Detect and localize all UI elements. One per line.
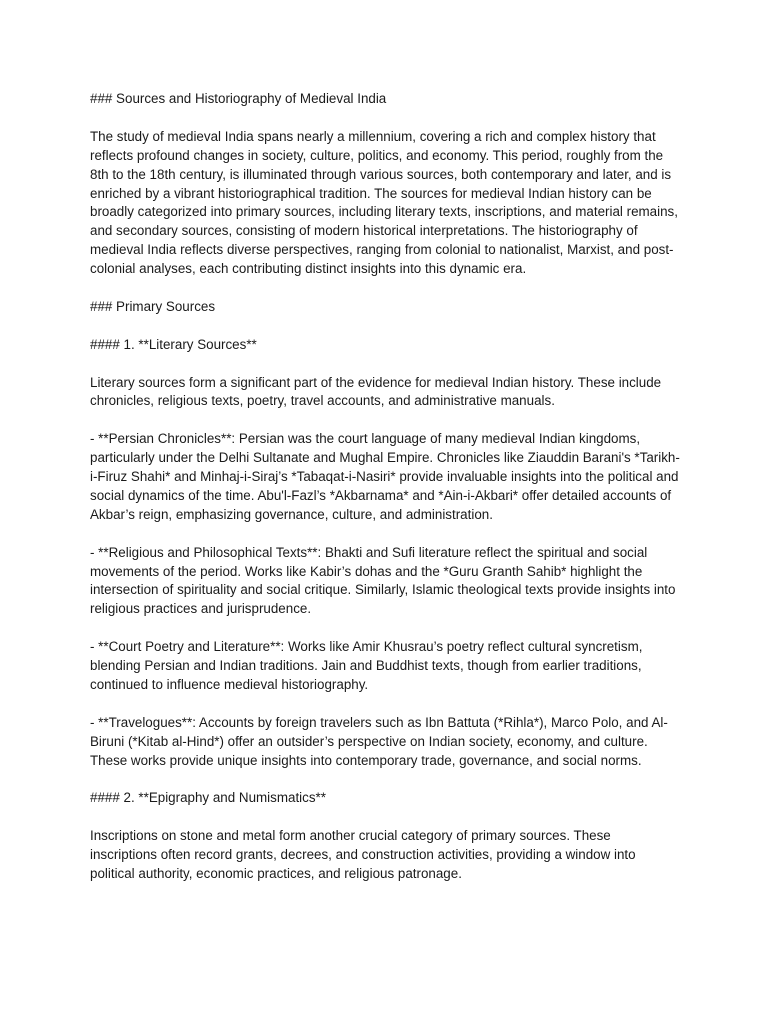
religious-texts-item: - **Religious and Philosophical Texts**: Bhakti and Sufi literature reflect the spiritual and social movements of the period. Works like Kabir’s dohas and the *Guru Granth Sahib* highlight the intersection of spirituality and social critique. Similarly, Islamic theological texts provide insights into religious practices and jurisprudence. <box>90 544 676 617</box>
persian-chronicles-item: - **Persian Chronicles**: Persian was the court language of many medieval Indian kingdoms, particularly under the Delhi Sultanate and Mughal Empire. Chronicles like Ziauddin Barani's *Tarikh-i-Firuz Shahi* and Minhaj-i-Siraj’s *Tabaqat-i-Nasiri* provide invaluable insights into the political and social dynamics of the time. Abu'l-Fazl’s *Akbarnama* and *Ain-i-Akbari* offer detailed accounts of Akbar’s reign, emphasizing governance, culture, and administration. <box>90 431 680 522</box>
court-poetry-item: - **Court Poetry and Literature**: Works like Amir Khusrau’s poetry reflect cultural syncretism, blending Persian and Indian traditions. Jain and Buddhist texts, though from earlier traditions, continued to influence medieval historiography. <box>90 639 643 692</box>
epigraphy-paragraph: Inscriptions on stone and metal form another crucial category of primary sources. These inscriptions often record grants, decrees, and construction activities, providing a window into political authority, economic practices, and religious patronage. <box>90 828 636 881</box>
heading-primary-sources: ### Primary Sources <box>90 298 216 314</box>
literary-sources-paragraph: Literary sources form a significant part of the evidence for medieval Indian history. These include chronicles, religious texts, poetry, travel accounts, and administrative manuals. <box>90 374 662 409</box>
travelogues-item: - **Travelogues**: Accounts by foreign travelers such as Ibn Battuta (*Rihla*), Marco Polo, and Al-Biruni (*Kitab al-Hind*) offer an outsider’s perspective on Indian society, economy, and culture. These works provide unique insights into contemporary trade, governance, and social norms. <box>90 714 668 768</box>
intro-paragraph: The study of medieval India spans nearly a millennium, covering a rich and complex history that reflects profound changes in society, culture, politics, and economy. This period, roughly from the 8th to the 18th century, is illuminated through various sources, both contemporary and later, and is enriched by a vibrant historiographical tradition. The sources for medieval Indian history can be broadly categorized into primary sources, including literary texts, inscriptions, and material remains, and secondary sources, consisting of modern historical interpretations. The historiography of medieval India reflects diverse perspectives, ranging from colonial to nationalist, Marxist, and post-colonial analyses, each contributing distinct insights into this dynamic era. <box>90 128 678 277</box>
heading-epigraphy-numismatics: #### 2. **Epigraphy and Numismatics** <box>90 790 326 806</box>
heading-literary-sources: #### 1. **Literary Sources** <box>90 336 257 352</box>
heading-sources-historiography: ### Sources and Historiography of Medieval India <box>90 91 387 106</box>
document-page <box>90 90 680 903</box>
